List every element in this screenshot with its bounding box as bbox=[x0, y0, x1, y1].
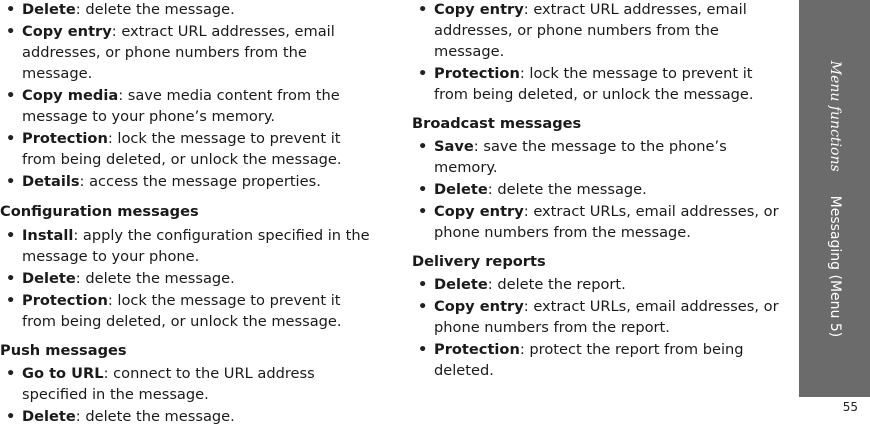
option-term: Details bbox=[22, 173, 80, 190]
list-item bbox=[412, 63, 784, 105]
list-item bbox=[412, 179, 784, 200]
sidebar-title: Menu functions bbox=[826, 60, 843, 172]
page-number: 55 bbox=[842, 400, 858, 414]
option-term: Copy entry bbox=[22, 23, 112, 40]
list-item bbox=[412, 201, 784, 243]
option-description: : save media content from the message to your phone’s memory. bbox=[22, 87, 340, 125]
list-item bbox=[0, 225, 372, 267]
option-description: : delete the report. bbox=[487, 276, 626, 293]
right-column bbox=[412, 0, 784, 381]
list-item bbox=[412, 274, 784, 295]
list-item bbox=[0, 268, 372, 289]
option-term: Delete bbox=[22, 1, 76, 18]
configuration-options-list bbox=[0, 225, 372, 332]
option-term: Protection bbox=[434, 65, 520, 82]
broadcast-options-list bbox=[412, 136, 784, 243]
section-heading-broadcast: Broadcast messages bbox=[412, 115, 582, 132]
list-item bbox=[0, 406, 372, 427]
option-term: Copy entry bbox=[434, 203, 524, 220]
option-description: : delete the message. bbox=[75, 270, 235, 287]
list-item bbox=[412, 296, 784, 338]
section-heading-configuration: Configuration messages bbox=[0, 203, 199, 220]
option-term: Protection bbox=[22, 130, 108, 147]
option-term: Delete bbox=[22, 408, 76, 425]
option-description: : save the message to the phone’s memory. bbox=[434, 138, 727, 176]
section-heading-delivery: Delivery reports bbox=[412, 253, 546, 270]
option-term: Install bbox=[22, 227, 74, 244]
delivery-options-list bbox=[412, 274, 784, 381]
option-description: : extract URLs, email addresses, or phone numbers from the message. bbox=[434, 203, 779, 241]
option-term: Go to URL bbox=[22, 365, 104, 382]
list-item bbox=[0, 85, 372, 127]
sidebar-label bbox=[825, 60, 845, 336]
option-description: : extract URL addresses, email addresses, or phone numbers from the message. bbox=[22, 23, 335, 82]
option-term: Protection bbox=[22, 292, 108, 309]
option-term: Delete bbox=[434, 276, 488, 293]
option-description: : delete the message. bbox=[75, 408, 235, 425]
list-item bbox=[0, 128, 372, 170]
option-description: : extract URLs, email addresses, or phone numbers from the report. bbox=[434, 298, 779, 336]
list-item bbox=[412, 339, 784, 381]
message-options-list bbox=[0, 0, 372, 192]
list-item bbox=[0, 21, 372, 84]
section-heading-push: Push messages bbox=[0, 342, 127, 359]
option-description: : access the message properties. bbox=[79, 173, 321, 190]
list-item bbox=[0, 363, 372, 405]
option-description: : lock the message to prevent it from being deleted, or unlock the message. bbox=[22, 292, 342, 330]
option-term: Save bbox=[434, 138, 474, 155]
option-description: : delete the message. bbox=[75, 1, 235, 18]
list-item bbox=[0, 171, 372, 192]
option-description: : connect to the URL address specified in the message. bbox=[22, 365, 315, 403]
option-description: : apply the configuration specified in the message to your phone. bbox=[22, 227, 370, 265]
list-item bbox=[412, 136, 784, 178]
message-options-list-continued bbox=[412, 0, 784, 105]
option-description: : delete the message. bbox=[487, 181, 647, 198]
chapter-sidebar-tab bbox=[799, 0, 870, 397]
option-description: : protect the report from being deleted. bbox=[434, 341, 744, 379]
list-item bbox=[0, 290, 372, 332]
list-item bbox=[0, 0, 372, 20]
left-column bbox=[0, 0, 372, 427]
option-description: : extract URL addresses, email addresses, or phone numbers from the message. bbox=[434, 1, 747, 60]
option-term: Delete bbox=[22, 270, 76, 287]
option-description: : lock the message to prevent it from being deleted, or unlock the message. bbox=[22, 130, 342, 168]
option-term: Copy entry bbox=[434, 1, 524, 18]
option-description: : lock the message to prevent it from being deleted, or unlock the message. bbox=[434, 65, 754, 103]
sidebar-subtitle: Messaging (Menu 5) bbox=[826, 195, 843, 337]
push-options-list bbox=[0, 363, 372, 427]
option-term: Copy media bbox=[22, 87, 119, 104]
option-term: Delete bbox=[434, 181, 488, 198]
list-item bbox=[412, 0, 784, 62]
option-term: Copy entry bbox=[434, 298, 524, 315]
option-term: Protection bbox=[434, 341, 520, 358]
